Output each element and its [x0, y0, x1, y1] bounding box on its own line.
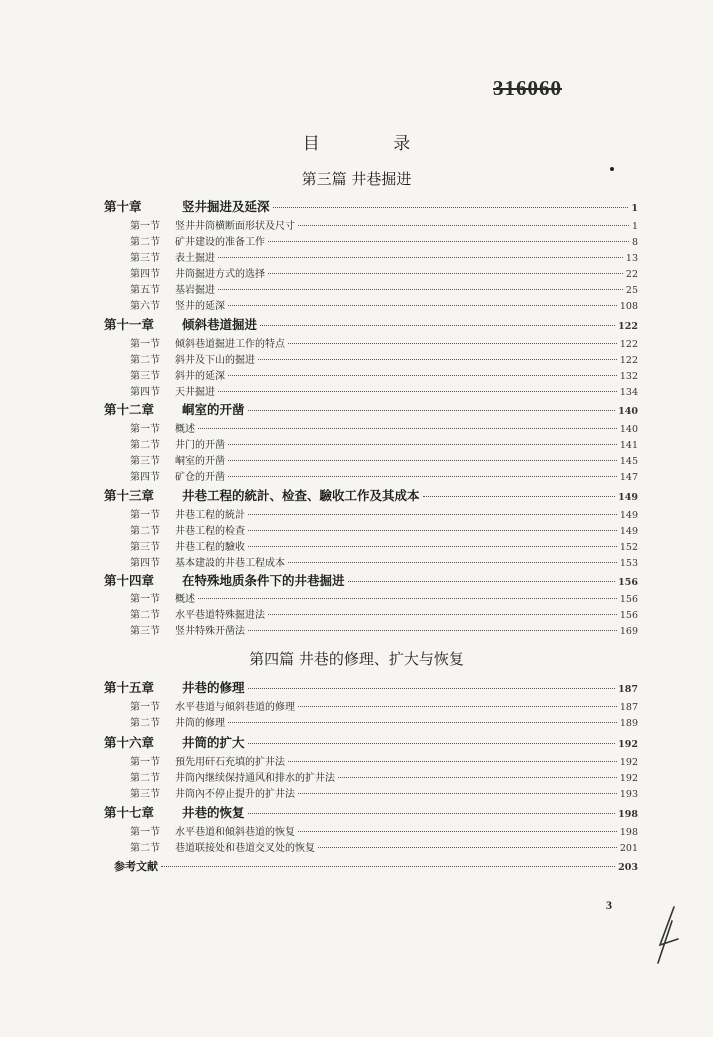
page-ref: 192 — [619, 757, 638, 768]
page-ref: 122 — [619, 339, 638, 350]
dot-leader — [260, 325, 615, 326]
page-ref: 149 — [619, 510, 638, 521]
page-ref: 152 — [619, 542, 638, 553]
page-ref: 189 — [619, 718, 638, 729]
chapter-title: 井巷的恢复 — [182, 805, 245, 820]
section-title: 矿井建设的准备工作 — [175, 237, 265, 248]
section-number: 第五节 — [130, 285, 160, 296]
section-title: 倾斜巷道掘进工作的特点 — [175, 339, 285, 350]
section-title: 基本建設的井巷工程成本 — [175, 558, 285, 569]
section-title: 井筒內继续保持通风和排水的扩井法 — [175, 773, 335, 784]
chapter-title: 峒室的开凿 — [182, 402, 245, 417]
dot-leader — [248, 743, 616, 744]
toc-section[interactable] — [130, 590, 638, 605]
toc-section[interactable] — [130, 839, 638, 854]
section-number: 第一节 — [130, 424, 160, 435]
toc-section[interactable] — [130, 606, 638, 621]
section-title: 基岩掘进 — [175, 285, 215, 296]
section-number: 第三节 — [130, 626, 160, 637]
dot-leader — [218, 289, 623, 290]
section-title: 竖井的延深 — [175, 301, 225, 312]
toc-chapter[interactable] — [104, 571, 638, 589]
section-title: 概述 — [175, 424, 195, 435]
toc-section[interactable] — [130, 420, 638, 435]
page-ref: 108 — [619, 301, 638, 312]
page-ref: 122 — [619, 355, 638, 366]
dot-leader — [248, 630, 617, 631]
section-title: 井筒的修理 — [175, 718, 225, 729]
toc-chapter[interactable] — [104, 400, 638, 418]
section-title: 概述 — [175, 594, 195, 605]
section-title: 井筒內不停止提升的扩井法 — [175, 789, 295, 800]
toc-section[interactable] — [130, 249, 638, 264]
section-title: 竖井特殊开凿法 — [175, 626, 245, 637]
dot-leader — [298, 793, 617, 794]
dot-leader — [273, 207, 629, 208]
page-ref: 1 — [631, 221, 638, 232]
section-number: 第二节 — [130, 355, 160, 366]
section-title: 井筒掘进方式的选择 — [175, 269, 265, 280]
toc-section[interactable] — [130, 538, 638, 553]
dot-leader — [228, 722, 617, 723]
section-number: 第一节 — [130, 594, 160, 605]
dot-leader — [258, 359, 617, 360]
page-ref: 156 — [618, 577, 638, 588]
toc-chapter[interactable] — [104, 486, 638, 504]
section-number: 第三节 — [130, 789, 160, 800]
dot-leader — [228, 476, 617, 477]
page-ref: 1 — [631, 203, 638, 214]
toc-chapter[interactable] — [104, 803, 638, 821]
page-ref: 122 — [618, 321, 638, 332]
dot-leader — [268, 241, 629, 242]
section-number: 第一节 — [130, 757, 160, 768]
chapter-title: 井巷工程的統計、检查、驗收工作及其成本 — [182, 488, 420, 503]
section-title: 水平巷道和傾斜巷道的恢复 — [175, 827, 295, 838]
page-ref: 193 — [619, 789, 638, 800]
chapter-number: 第十三章 — [104, 488, 155, 503]
toc-section[interactable] — [130, 436, 638, 451]
dot-leader — [198, 598, 617, 599]
dot-leader — [348, 581, 616, 582]
dot-leader — [338, 777, 617, 778]
section-number: 第四节 — [130, 472, 160, 483]
catalog-stamp: 316060 — [493, 76, 562, 100]
page-ref: 25 — [625, 285, 638, 296]
dot-leader — [288, 761, 617, 762]
dot-leader — [248, 410, 616, 411]
chapter-number: 第十四章 — [104, 573, 155, 588]
page-ref: 156 — [619, 610, 638, 621]
section-number: 第四节 — [130, 387, 160, 398]
page-ref: 203 — [618, 862, 638, 873]
page-ref: 201 — [619, 843, 638, 854]
toc-section[interactable] — [130, 367, 638, 382]
toc-section[interactable] — [130, 297, 638, 312]
toc-section[interactable] — [130, 265, 638, 280]
chapter-title: 竖井掘进及延深 — [182, 199, 270, 214]
section-title: 竖井井筒横断面形状及尺寸 — [175, 221, 295, 232]
section-number: 第二节 — [130, 773, 160, 784]
toc-section[interactable] — [130, 698, 638, 713]
toc-section[interactable] — [130, 753, 638, 768]
section-number: 第一节 — [130, 339, 160, 350]
toc-section[interactable] — [130, 714, 638, 729]
section-title: 巷道联接处和巷道交叉处的恢复 — [175, 843, 315, 854]
section-number: 第二节 — [130, 718, 160, 729]
toc-section[interactable] — [130, 554, 638, 569]
dot-leader — [198, 428, 617, 429]
toc-section[interactable] — [130, 217, 638, 232]
dot-leader — [228, 444, 617, 445]
page-ref: 145 — [619, 456, 638, 467]
dot-leader — [288, 343, 617, 344]
section-number: 第一节 — [130, 221, 160, 232]
dot-leader — [161, 866, 615, 867]
section-title: 斜井及下山的掘进 — [175, 355, 255, 366]
section-title: 井巷工程的检查 — [175, 526, 245, 537]
dot-leader — [248, 688, 616, 689]
page-ref: 156 — [619, 594, 638, 605]
page-ref: 140 — [618, 406, 638, 417]
section-title: 峒室的开凿 — [175, 456, 225, 467]
toc-section[interactable] — [130, 351, 638, 366]
chapter-number: 第十二章 — [104, 402, 155, 417]
page-ref: 149 — [618, 492, 638, 503]
dot-leader — [248, 514, 617, 515]
section-title: 井巷工程的驗收 — [175, 542, 245, 553]
section-number: 第一节 — [130, 510, 160, 521]
page-ref: 141 — [619, 440, 638, 451]
toc-section[interactable] — [130, 468, 638, 483]
section-number: 第二节 — [130, 440, 160, 451]
dot-leader — [288, 562, 617, 563]
dot-leader — [298, 706, 617, 707]
dot-leader — [268, 614, 617, 615]
chapter-number: 第十一章 — [104, 317, 155, 332]
page-ref: 132 — [619, 371, 638, 382]
chapter-title: 井筒的扩大 — [182, 735, 245, 750]
toc-section[interactable] — [130, 769, 638, 784]
chapter-number: 第十六章 — [104, 735, 155, 750]
page-ref: 169 — [619, 626, 638, 637]
toc-chapter[interactable] — [104, 197, 638, 215]
section-number: 第三节 — [130, 456, 160, 467]
dot-leader — [248, 813, 616, 814]
chapter-number: 第十七章 — [104, 805, 155, 820]
chapter-title: 井巷的修理 — [182, 680, 245, 695]
toc-section[interactable] — [130, 522, 638, 537]
section-number: 第二节 — [130, 526, 160, 537]
toc-section[interactable] — [130, 233, 638, 248]
toc-section[interactable] — [130, 785, 638, 800]
section-number: 第二节 — [130, 237, 160, 248]
dot-leader — [248, 530, 617, 531]
page-ref: 22 — [625, 269, 638, 280]
section-number: 第六节 — [130, 301, 160, 312]
section-number: 第三节 — [130, 371, 160, 382]
dot-leader — [298, 225, 629, 226]
chapter-number: 第十五章 — [104, 680, 155, 695]
dot-leader — [268, 273, 623, 274]
pencil-mark-icon — [650, 905, 680, 965]
toc-section[interactable] — [130, 823, 638, 838]
section-title: 井门的开凿 — [175, 440, 225, 451]
page-ref: 13 — [625, 253, 638, 264]
section-number: 第一节 — [130, 827, 160, 838]
part-title: 第三篇 井巷掘进 — [301, 170, 412, 188]
dot-leader — [218, 391, 617, 392]
section-title: 水平巷道特殊掘进法 — [175, 610, 265, 621]
page-ref: 198 — [618, 809, 638, 820]
page-ref: 149 — [619, 526, 638, 537]
page-ref: 187 — [618, 684, 638, 695]
chapter-number: 第十章 — [104, 199, 142, 214]
section-title: 井巷工程的統計 — [175, 510, 245, 521]
section-number: 第三节 — [130, 253, 160, 264]
dot-leader — [318, 847, 617, 848]
toc-section[interactable] — [130, 281, 638, 296]
dot-leader — [228, 460, 617, 461]
page-ref: 187 — [619, 702, 638, 713]
dot-leader — [298, 831, 617, 832]
section-number: 第二节 — [130, 843, 160, 854]
toc-section[interactable] — [130, 506, 638, 521]
section-number: 第三节 — [130, 542, 160, 553]
page-title: 目 录 — [302, 134, 445, 154]
page-ref: 140 — [619, 424, 638, 435]
toc-section[interactable] — [130, 452, 638, 467]
section-number: 第二节 — [130, 610, 160, 621]
dot-leader — [228, 305, 617, 306]
page-ref: 8 — [631, 237, 638, 248]
section-title: 矿仓的开凿 — [175, 472, 225, 483]
page-ref: 153 — [619, 558, 638, 569]
toc-chapter[interactable] — [104, 678, 638, 696]
dot-leader — [248, 546, 617, 547]
section-title: 天井掘进 — [175, 387, 215, 398]
dot-leader — [423, 496, 616, 497]
section-title: 水平巷道与傾斜巷道的修理 — [175, 702, 295, 713]
page-ref: 134 — [619, 387, 638, 398]
page-ref: 192 — [618, 739, 638, 750]
section-title: 表土掘进 — [175, 253, 215, 264]
chapter-title: 在特殊地质条件下的井巷掘进 — [182, 573, 345, 588]
dot-leader — [218, 257, 623, 258]
toc-references[interactable] — [114, 858, 638, 874]
page-number: 3 — [606, 898, 612, 912]
section-title: 斜井的延深 — [175, 371, 225, 382]
page-ref: 198 — [619, 827, 638, 838]
page-ref: 147 — [619, 472, 638, 483]
section-number: 第四节 — [130, 558, 160, 569]
toc-section[interactable] — [130, 383, 638, 398]
section-number: 第四节 — [130, 269, 160, 280]
toc-section[interactable] — [130, 622, 638, 637]
dot-leader — [228, 375, 617, 376]
toc-chapter[interactable] — [104, 733, 638, 751]
part-title: 第四篇 井巷的修理、扩大与恢复 — [249, 650, 464, 668]
page-ref: 192 — [619, 773, 638, 784]
chapter-title: 倾斜巷道掘进 — [182, 317, 258, 332]
section-title: 預先用矸石充填的扩井法 — [175, 757, 285, 768]
section-number: 第一节 — [130, 702, 160, 713]
toc-chapter[interactable] — [104, 315, 638, 333]
toc-section[interactable] — [130, 335, 638, 350]
references-title: 参考文献 — [114, 860, 158, 873]
